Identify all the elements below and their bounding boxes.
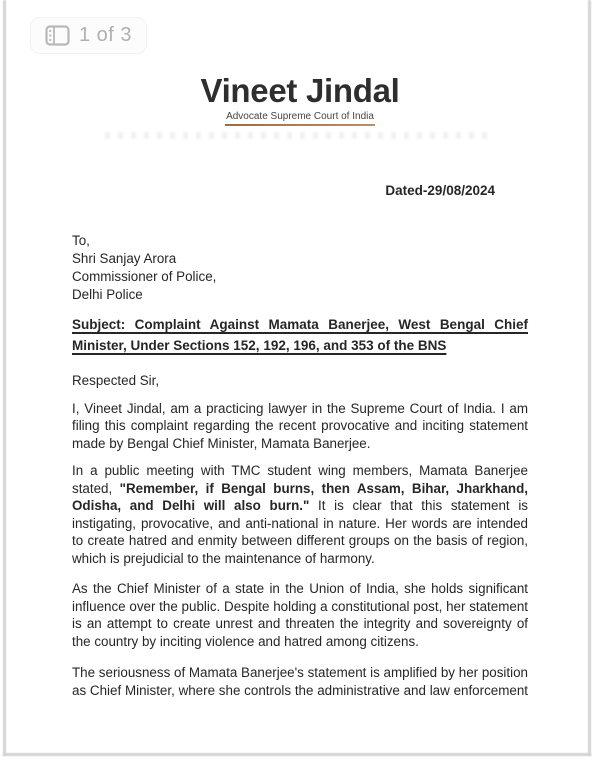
page-indicator-badge [30,17,147,54]
paragraph-2-rest: It is clear that this statement is instigating, provocative, and anti-national in nature. Her words are intended to create hatred and enmity between different groups on the basis of region, which is prejudicial to the maintenance of harmony. [72,498,529,566]
letterhead-rule [225,124,375,126]
recipient-block [72,232,528,304]
paragraph-4: The seriousness of Mamata Banerjee's statement is amplified by her position as Chief Minister, where she controls the administrative and law enforcement [72,665,528,698]
recipient-name: Shri Sanjay Arora [72,251,177,266]
letter-body [72,182,528,699]
letterhead-contact-illegible [105,132,495,139]
photo-edge-right [588,0,591,756]
photo-edge-left [3,0,6,756]
page-indicator-label: 1 of 3 [79,24,133,46]
recipient-organization: Delhi Police [72,287,143,302]
recipient-salutation: To, [72,233,90,248]
paragraph-3: As the Chief Minister of a state in the Union of India, she holds significant influence over the public. Despite holding a constitutional post, her statement is an attempt to create unrest and threaten the integrity and sovereignty of the country by inciting violence and hatred among citizens. [72,581,528,649]
subject-line: Subject: Complaint Against Mamata Banerjee, West Bengal Chief Minister, Under Sections 152, 192, 196, and 353 of the BNS [72,317,528,353]
photo-edge-bottom [3,753,591,756]
date-line: Dated-29/08/2024 [385,183,495,198]
letterhead-tagline: Advocate Supreme Court of India [226,111,374,122]
greeting: Respected Sir, [72,373,160,388]
paragraph-2-quote: "Remember, if Bengal burns, then Assam, Bihar, Jharkhand, Odisha, and Delhi will also burn." [72,480,529,513]
filmstrip-icon [45,25,70,46]
recipient-title: Commissioner of Police, [72,269,217,284]
paragraph-1: I, Vineet Jindal, am a practicing lawyer in the Supreme Court of India. I am filing this complaint regarding the recent provocative and inciting statement made by Bengal Chief Minister, Mamata Banerjee. [72,400,528,451]
letterhead-name: Vineet Jindal [200,72,400,109]
paragraph-2 [72,462,528,567]
paragraph-2-lead: In a public meeting with TMC student wing members, Mamata Banerjee stated, [72,463,528,496]
